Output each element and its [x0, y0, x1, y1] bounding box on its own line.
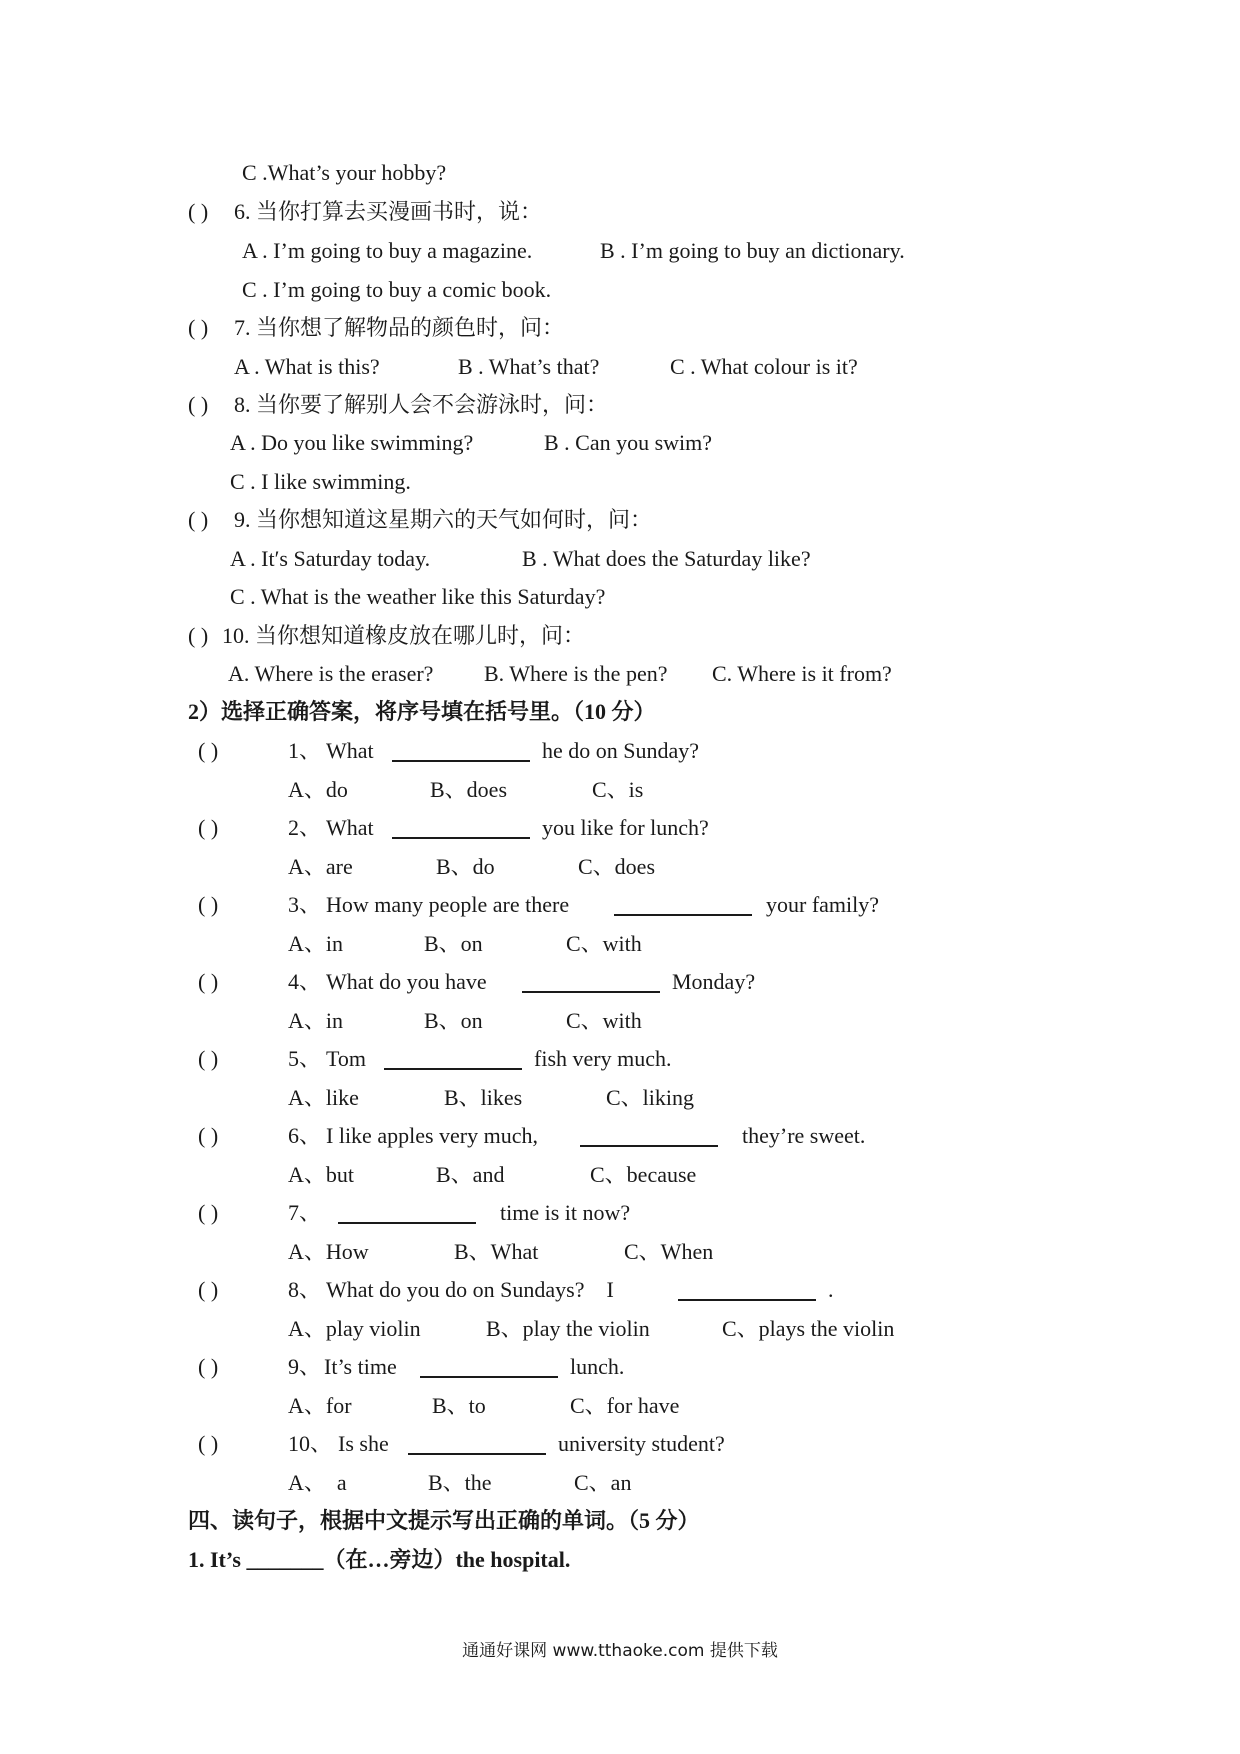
p2-q1-post: he do on Sunday?: [542, 738, 700, 763]
p2-q4-option-c: C、with: [566, 1008, 642, 1033]
q8-option-a: A . Do you like swimming?: [230, 430, 474, 455]
q9-option-c: C . What is the weather like this Saturday?: [230, 584, 606, 609]
p2-q10-option-c: C、an: [574, 1470, 632, 1495]
p2-q4-option-a: A、in: [288, 1008, 344, 1033]
p2-q9-post: lunch.: [570, 1354, 625, 1379]
part2-heading: 2）选择正确答案，将序号填在括号里。（10 分）: [188, 699, 656, 724]
p2-q8-paren: ( ): [198, 1277, 219, 1302]
q6-stem: 6. 当你打算去买漫画书时，说：: [234, 199, 543, 224]
p2-q2-paren: ( ): [198, 815, 219, 840]
p2-q10-post: university student?: [558, 1431, 725, 1456]
p2-q6-blank[interactable]: [580, 1125, 718, 1147]
p2-q5-paren: ( ): [198, 1046, 219, 1071]
p2-q9-option-c: C、for have: [570, 1393, 680, 1418]
p2-q6-paren: ( ): [198, 1123, 219, 1148]
p2-q4-blank[interactable]: [522, 971, 660, 993]
q10-option-b: B. Where is the pen?: [484, 661, 668, 686]
p2-q1-paren: ( ): [198, 738, 219, 763]
p2-q1-pre: What: [326, 738, 374, 763]
p2-q9-blank[interactable]: [420, 1356, 558, 1378]
p2-q7-option-b: B、What: [454, 1239, 539, 1264]
p2-q4-option-b: B、on: [424, 1008, 483, 1033]
p2-q9-option-a: A、for: [288, 1393, 352, 1418]
p2-q3-blank[interactable]: [614, 894, 752, 916]
p2-q5-option-c: C、liking: [606, 1085, 695, 1110]
p2-q2-option-b: B、do: [436, 854, 495, 879]
p2-q5-option-a: A、like: [288, 1085, 359, 1110]
p2-q1-option-c: C、is: [592, 777, 644, 802]
p2-q8-blank[interactable]: [678, 1279, 816, 1301]
p2-q6-post: they’re sweet.: [742, 1123, 866, 1148]
p2-q5-post: fish very much.: [534, 1046, 672, 1071]
q8-option-b: B . Can you swim?: [544, 430, 713, 455]
p2-q1-num: 1、: [288, 738, 322, 763]
p2-q5-num: 5、: [288, 1046, 322, 1071]
q7-paren: ( ): [188, 315, 209, 340]
p2-q7-paren: ( ): [198, 1200, 219, 1225]
q7-option-a: A . What is this?: [234, 354, 380, 379]
p2-q10-paren: ( ): [198, 1431, 219, 1456]
p2-q7-option-a: A、How: [288, 1239, 369, 1264]
part4-q1: 1. It’s _______（在…旁边）the hospital.: [188, 1547, 571, 1572]
p2-q2-pre: What: [326, 815, 374, 840]
p2-q7-num: 7、: [288, 1200, 322, 1225]
q8-stem: 8. 当你要了解别人会不会游泳时，问：: [234, 392, 609, 417]
p2-q5-blank[interactable]: [384, 1048, 522, 1070]
p2-q9-num: 9、: [288, 1354, 322, 1379]
p2-q10-num: 10、: [288, 1431, 333, 1456]
p2-q3-post: your family?: [766, 892, 880, 917]
p2-q8-option-c: C、plays the violin: [722, 1316, 895, 1341]
p2-q8-option-a: A、play violin: [288, 1316, 421, 1341]
q7-stem: 7. 当你想了解物品的颜色时，问：: [234, 315, 565, 340]
p2-q10-pre: Is she: [338, 1431, 389, 1456]
q7-option-c: C . What colour is it?: [670, 354, 858, 379]
p2-q2-post: you like for lunch?: [542, 815, 709, 840]
p2-q4-pre: What do you have: [326, 969, 487, 994]
p2-q4-paren: ( ): [198, 969, 219, 994]
p2-q8-num: 8、: [288, 1277, 322, 1302]
p2-q4-post: Monday?: [672, 969, 756, 994]
p2-q3-option-a: A、in: [288, 931, 344, 956]
p2-q3-pre: How many people are there: [326, 892, 570, 917]
q6-option-b: B . I’m going to buy an dictionary.: [600, 238, 905, 263]
q8-option-c: C . I like swimming.: [230, 469, 411, 494]
q10-paren: ( ): [188, 623, 209, 648]
p2-q8-post: .: [828, 1277, 834, 1302]
p2-q8-pre: What do you do on Sundays? I: [326, 1277, 614, 1302]
p2-q5-pre: Tom: [326, 1046, 367, 1071]
p2-q10-blank[interactable]: [408, 1433, 546, 1455]
p2-q10-option-a: A、 a: [288, 1470, 347, 1495]
q6-option-a: A . I’m going to buy a magazine.: [242, 238, 533, 263]
q8-paren: ( ): [188, 392, 209, 417]
p2-q2-num: 2、: [288, 815, 322, 840]
p2-q2-option-c: C、does: [578, 854, 656, 879]
p2-q9-pre: It’s time: [324, 1354, 397, 1379]
q10-stem: 10. 当你想知道橡皮放在哪儿时，问：: [222, 623, 586, 648]
p2-q4-num: 4、: [288, 969, 322, 994]
p2-q3-num: 3、: [288, 892, 322, 917]
p2-q6-option-b: B、and: [436, 1162, 505, 1187]
p2-q5-option-b: B、likes: [444, 1085, 523, 1110]
p2-q6-option-c: C、because: [590, 1162, 697, 1187]
p2-q6-num: 6、: [288, 1123, 322, 1148]
q6-paren: ( ): [188, 199, 209, 224]
p2-q9-option-b: B、to: [432, 1393, 486, 1418]
p2-q7-blank[interactable]: [338, 1202, 476, 1224]
p2-q6-pre: I like apples very much,: [326, 1123, 538, 1148]
q10-option-c: C. Where is it from?: [712, 661, 892, 686]
p2-q10-option-b: B、the: [428, 1470, 492, 1495]
p2-q2-option-a: A、are: [288, 854, 353, 879]
q9-option-a: A . It′s Saturday today.: [230, 546, 431, 571]
p2-q7-post: time is it now?: [500, 1200, 631, 1225]
p2-q1-blank[interactable]: [392, 740, 530, 762]
q9-paren: ( ): [188, 507, 209, 532]
part4-heading: 四、读句子，根据中文提示写出正确的单词。（5 分）: [188, 1508, 700, 1533]
p2-q3-option-b: B、on: [424, 931, 483, 956]
p2-q6-option-a: A、but: [288, 1162, 355, 1187]
q10-option-a: A. Where is the eraser?: [228, 661, 434, 686]
q9-stem: 9. 当你想知道这星期六的天气如何时，问：: [234, 507, 653, 532]
q7-option-b: B . What’s that?: [458, 354, 600, 379]
p2-q7-option-c: C、When: [624, 1239, 714, 1264]
page-footer: 通通好课网 www.tthaoke.com 提供下载: [462, 1641, 778, 1661]
p2-q1-option-b: B、does: [430, 777, 508, 802]
p2-q8-option-b: B、play the violin: [486, 1316, 650, 1341]
p2-q2-blank[interactable]: [392, 817, 530, 839]
q6-option-c: C . I’m going to buy a comic book.: [242, 277, 552, 302]
p2-q3-paren: ( ): [198, 892, 219, 917]
q9-option-b: B . What does the Saturday like?: [522, 546, 811, 571]
q5-option-c: C .What’s your hobby?: [242, 160, 447, 185]
p2-q9-paren: ( ): [198, 1354, 219, 1379]
p2-q1-option-a: A、do: [288, 777, 348, 802]
p2-q3-option-c: C、with: [566, 931, 642, 956]
